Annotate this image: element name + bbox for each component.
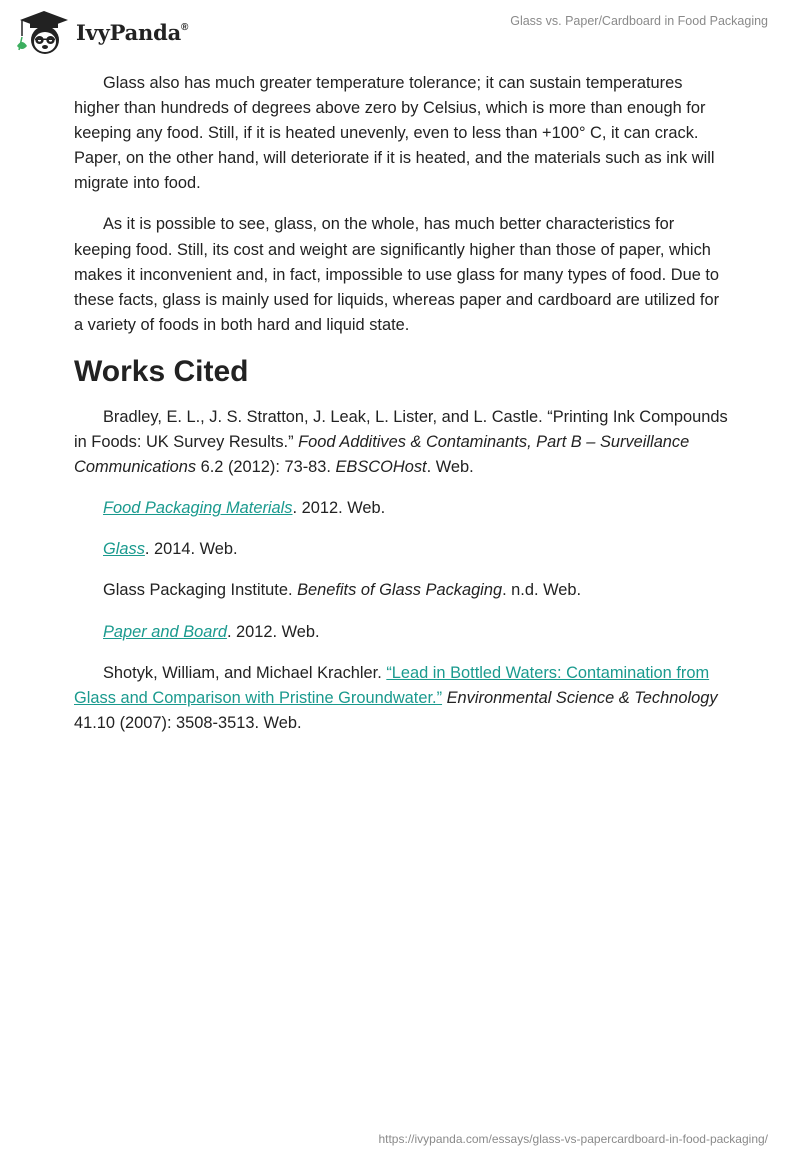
citation-glass-packaging-institute: Glass Packaging Institute. Benefits of Glass Packaging. n.d. Web.	[103, 581, 582, 600]
body-paragraph-2: As it is possible to see, glass, on the whole, has much better characteristics for keeping food. Still, its cost and weight are significantly higher than those of paper, which makes it inconvenient and, in fact, impossible to use glass for many types of food. Due to these facts, glass is mainly used for liquids, whereas paper and cardboard are utilized for a variety of foods in both hard and liquid state.	[74, 215, 720, 334]
citation-glass: Glass. 2014. Web.	[103, 540, 238, 559]
footer-url: https://ivypanda.com/essays/glass-vs-papercardboard-in-food-packaging/	[378, 1132, 768, 1146]
citation-bradley: Bradley, E. L., J. S. Stratton, J. Leak, L. Lister, and L. Castle. “Printing Ink Compounds in Foods: UK Survey Results.” Food Additives & Contaminants, Part B – Surveillance Communications 6.2 (2012): 73-83. EBSCOHost. Web.	[74, 407, 728, 477]
essay-content	[74, 71, 730, 752]
citation-food-packaging-materials: Food Packaging Materials. 2012. Web.	[103, 499, 386, 518]
link-lead-in-bottled-waters[interactable]: “Lead in Bottled Waters: Contamination from Glass and Comparison with Pristine Groundwater.”	[74, 663, 710, 707]
citation-shotyk: Shotyk, William, and Michael Krachler. “Lead in Bottled Waters: Contamination from Glass and Comparison with Pristine Groundwater.” Environmental Science & Technology 41.10 (2007): 3508-3513. Web.	[74, 663, 718, 732]
panda-graduate-icon	[14, 8, 70, 56]
link-food-packaging-materials[interactable]: Food Packaging Materials	[103, 499, 293, 518]
ivypanda-logo[interactable]	[14, 8, 188, 56]
page-header	[0, 0, 800, 60]
body-paragraph-1: Glass also has much greater temperature tolerance; it can sustain temperatures higher than hundreds of degrees above zero by Celsius, which is more than enough for keeping any food. Still, if it is heated unevenly, even to less than +100° C, it can crack. Paper, on the other hand, will deteriorate if it is heated, and the materials such as ink will migrate into food.	[74, 74, 715, 193]
document-title: Glass vs. Paper/Cardboard in Food Packaging	[510, 14, 768, 28]
citation-paper-and-board: Paper and Board. 2012. Web.	[103, 622, 320, 641]
brand-name: IvyPanda®	[76, 19, 189, 45]
link-glass[interactable]: Glass	[103, 540, 145, 559]
works-cited-heading: Works Cited	[74, 354, 249, 388]
link-paper-and-board[interactable]: Paper and Board	[103, 622, 227, 641]
